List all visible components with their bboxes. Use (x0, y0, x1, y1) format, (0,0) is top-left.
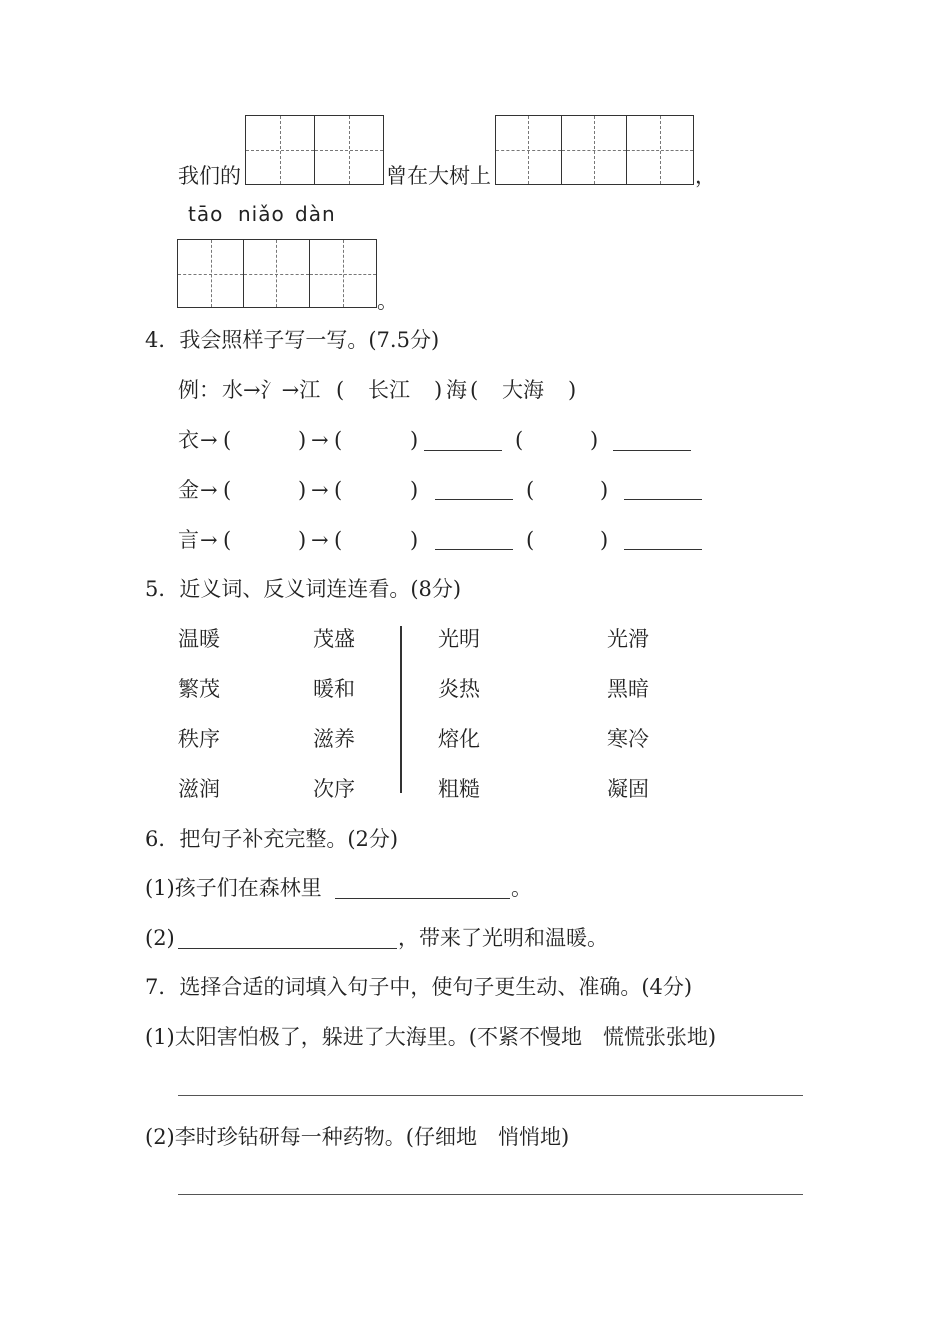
q4-lparen: ( (334, 478, 343, 502)
q5-word[interactable]: 炎热 (438, 677, 480, 701)
q6-title: 6．把句子补充完整。(2分) (145, 827, 399, 851)
q4-title: 4．我会照样子写一写。(7.5分) (145, 328, 440, 352)
q5-divider (400, 626, 402, 793)
q5-word[interactable]: 暖和 (313, 677, 355, 701)
q4-blank[interactable] (435, 549, 513, 550)
q5-word[interactable]: 滋润 (178, 777, 220, 801)
q4-rparen: ) (600, 478, 609, 502)
q4-lparen: ( (526, 528, 535, 552)
q4-row-char: 言 (178, 528, 199, 552)
q7-s1: (1)太阳害怕极了，躲进了大海里。(不紧不慢地 慌慌张张地) (145, 1025, 717, 1049)
q6-s2-blank[interactable] (178, 948, 397, 949)
q7-s1-answer-line[interactable] (178, 1095, 803, 1096)
q3-period: 。 (377, 289, 398, 313)
q7-title: 7．选择合适的词填入句子中，使句子更生动、准确。(4分) (145, 975, 693, 999)
q5-word[interactable]: 繁茂 (178, 677, 220, 701)
q5-word[interactable]: 粗糙 (438, 777, 480, 801)
q4-lparen: ( (526, 478, 535, 502)
q4-blank[interactable] (435, 499, 513, 500)
q7-s2-answer-line[interactable] (178, 1194, 803, 1195)
q4-arrow: → (311, 528, 329, 552)
q5-word[interactable]: 熔化 (438, 727, 480, 751)
q4-lparen: ( (223, 528, 232, 552)
q4-example-chain: 水→氵→江 (222, 378, 321, 402)
q4-rparen: ) (298, 478, 307, 502)
q4-rparen: ) (298, 528, 307, 552)
pinyin-tao: tāo (188, 202, 224, 226)
q6-s1-prefix: (1)孩子们在森林里 (145, 876, 322, 900)
q4-lparen: ( (334, 428, 343, 452)
q3-grid-3[interactable] (177, 239, 377, 308)
q4-example-ans1: 长江 (368, 378, 410, 402)
q3-comma: ， (695, 164, 716, 188)
q4-example-lp1: ( (336, 378, 345, 402)
q3-middle: 曾在大树上 (386, 164, 491, 188)
q4-lparen: ( (515, 428, 524, 452)
q4-rparen: ) (600, 528, 609, 552)
q4-arrow: → (200, 428, 218, 452)
q4-rparen: ) (590, 428, 599, 452)
q3-grid-2[interactable] (495, 115, 694, 185)
q4-arrow: → (311, 478, 329, 502)
q5-word[interactable]: 温暖 (178, 627, 220, 651)
q4-arrow: → (200, 528, 218, 552)
q4-blank[interactable] (424, 450, 502, 451)
pinyin-dan: dàn (295, 202, 336, 226)
q4-lparen: ( (223, 478, 232, 502)
q6-s1-suffix: 。 (511, 876, 532, 900)
q5-word[interactable]: 寒冷 (607, 727, 649, 751)
q5-word[interactable]: 次序 (313, 777, 355, 801)
q4-example-rp2: ) (568, 378, 577, 402)
q5-word[interactable]: 秩序 (178, 727, 220, 751)
q5-word[interactable]: 黑暗 (607, 677, 649, 701)
q4-rparen: ) (410, 528, 419, 552)
q4-lparen: ( (223, 428, 232, 452)
q5-title: 5．近义词、反义词连连看。(8分) (145, 577, 462, 601)
q5-word[interactable]: 凝固 (607, 777, 649, 801)
q4-row-char: 金 (178, 478, 199, 502)
q4-example-char2: 海 (446, 378, 467, 402)
q4-arrow: → (311, 428, 329, 452)
q4-blank[interactable] (624, 499, 702, 500)
q4-blank[interactable] (624, 549, 702, 550)
q4-rparen: ) (298, 428, 307, 452)
q4-row-char: 衣 (178, 428, 199, 452)
q4-blank[interactable] (613, 450, 691, 451)
q4-example-lp2: ( (470, 378, 479, 402)
q4-rparen: ) (410, 428, 419, 452)
q5-word[interactable]: 光明 (438, 627, 480, 651)
q4-rparen: ) (410, 478, 419, 502)
q4-example-label: 例： (178, 378, 220, 402)
q5-word[interactable]: 滋养 (313, 727, 355, 751)
q4-lparen: ( (334, 528, 343, 552)
pinyin-niao: niǎo (238, 202, 285, 226)
q6-s2-prefix: (2) (145, 926, 175, 950)
q6-s2-suffix: ，带来了光明和温暖。 (398, 926, 608, 950)
q4-example-ans2: 大海 (502, 378, 544, 402)
q3-grid-1[interactable] (245, 115, 384, 185)
q6-s1-blank[interactable] (335, 898, 510, 899)
q7-s2: (2)李时珍钻研每一种药物。(仔细地 悄悄地) (145, 1125, 570, 1149)
q4-example-rp1: ) (434, 378, 443, 402)
q5-word[interactable]: 茂盛 (313, 627, 355, 651)
q4-arrow: → (200, 478, 218, 502)
q3-prefix: 我们的 (178, 164, 241, 188)
q5-word[interactable]: 光滑 (607, 627, 649, 651)
